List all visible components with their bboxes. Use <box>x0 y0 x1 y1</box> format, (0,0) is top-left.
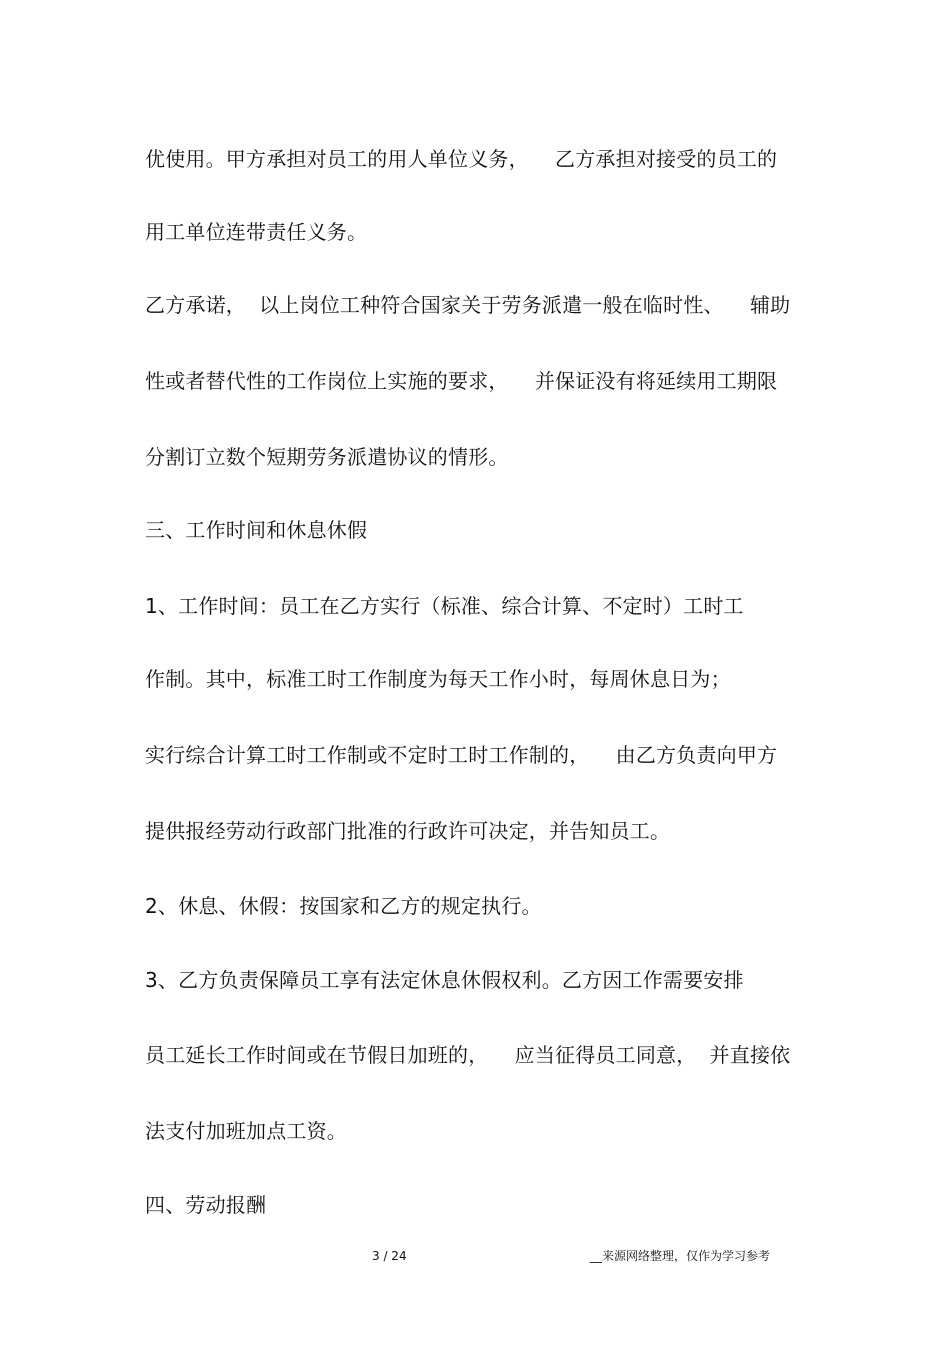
footer-source-note: __来源网络整理，仅作为学习参考 <box>590 1249 771 1263</box>
body-text-line: 实行综合计算工时工作制或不定时工时工作制的， 由乙方负责向甲方 <box>145 743 778 767</box>
body-text-line: 用工单位连带责任义务。 <box>145 220 368 244</box>
section-heading: 四、劳动报酬 <box>145 1193 267 1217</box>
body-text-line: 1、工作时间：员工在乙方实行（标准、综合计算、不定时）工时工 <box>145 594 744 618</box>
body-text-line: 分割订立数个短期劳务派遣协议的情形。 <box>145 445 509 469</box>
body-text-line: 2、休息、休假：按国家和乙方的规定执行。 <box>145 894 542 918</box>
body-text-line: 优使用。甲方承担对员工的用人单位义务， 乙方承担对接受的员工的 <box>145 147 778 171</box>
body-text-line: 员工延长工作时间或在节假日加班的， 应当征得员工同意， 并直接依 <box>145 1043 791 1067</box>
section-heading: 三、工作时间和休息休假 <box>145 518 368 542</box>
body-text-line: 性或者替代性的工作岗位上实施的要求， 并保证没有将延续用工期限 <box>145 369 778 393</box>
page-number: 3 / 24 <box>372 1249 407 1263</box>
body-text-line: 作制。其中，标准工时工作制度为每天工作小时，每周休息日为； <box>145 667 731 691</box>
body-text-line: 3、乙方负责保障员工享有法定休息休假权利。乙方因工作需要安排 <box>145 968 744 992</box>
body-text-line: 提供报经劳动行政部门批准的行政许可决定，并告知员工。 <box>145 819 671 843</box>
body-text-line: 乙方承诺， 以上岗位工种符合国家关于劳务派遣一般在临时性、 辅助 <box>145 293 791 317</box>
body-text-line: 法支付加班加点工资。 <box>145 1119 347 1143</box>
